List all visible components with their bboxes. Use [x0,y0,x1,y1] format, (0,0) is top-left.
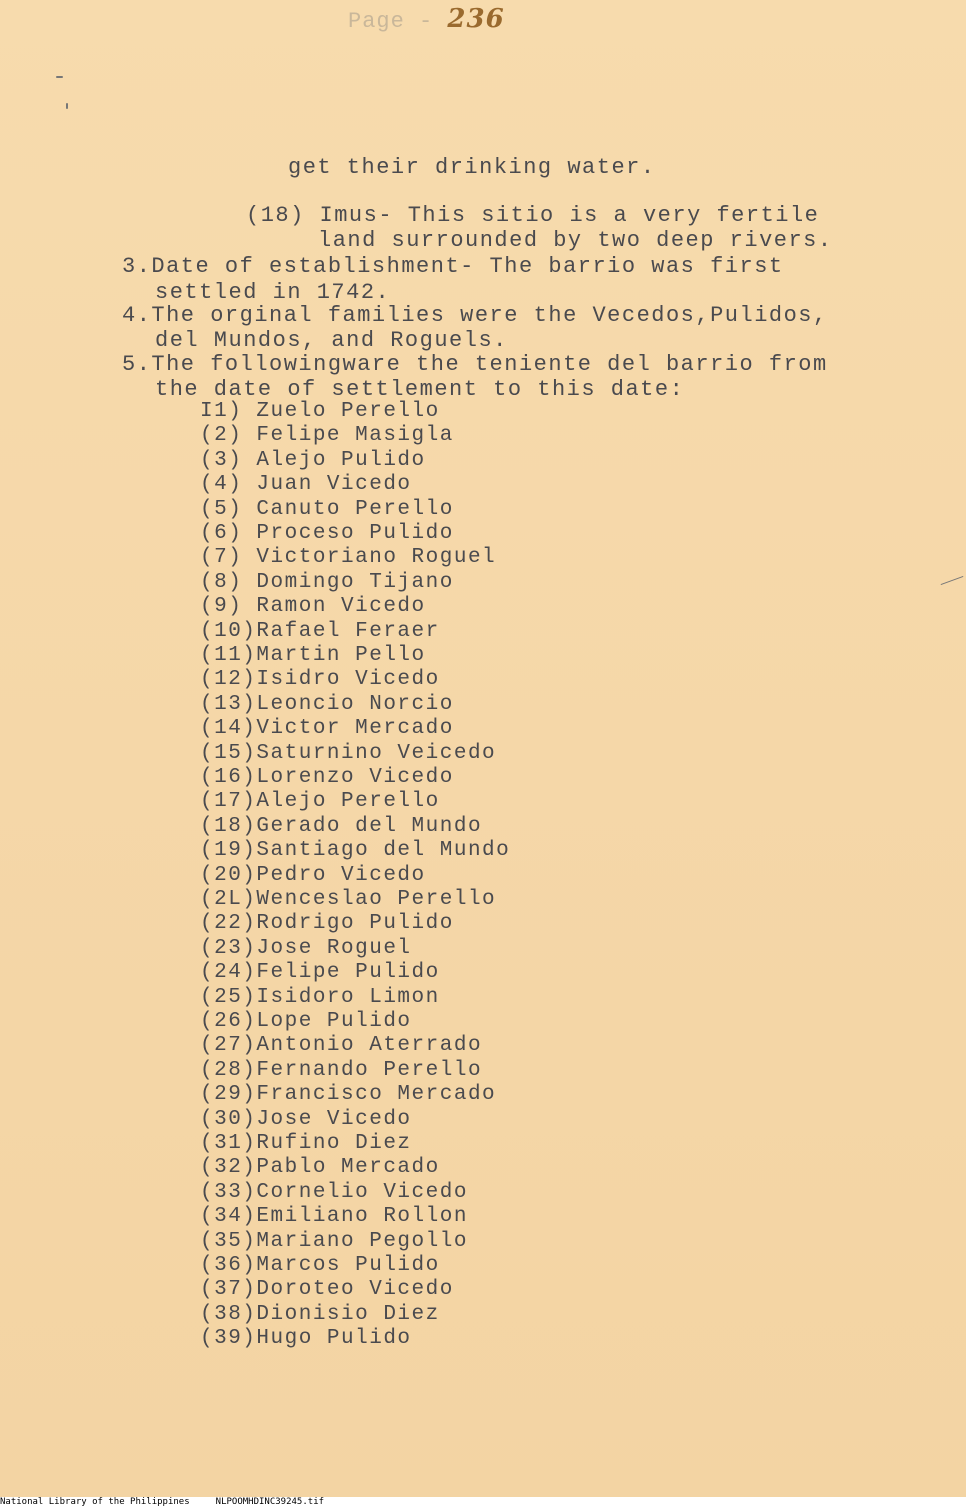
teniente-list-item: (35)Mariano Pegollo [200,1229,468,1253]
section4-line1: 4.The orginal families were the Vecedos,Pulidos, [122,303,828,328]
teniente-list-item: (28)Fernando Perello [200,1058,483,1082]
teniente-list-item: (20)Pedro Vicedo [200,863,426,887]
stray-mark [941,576,964,585]
teniente-list-item: (15)Saturnino Veicedo [200,741,497,765]
teniente-list-item: (11)Martin Pello [200,644,426,667]
teniente-list-item: I1) Zuelo Perello [200,400,440,423]
teniente-list-item: (8) Domingo Tijano [200,570,454,594]
item18-line2: land surrounded by two deep rivers. [318,228,833,253]
teniente-list-item: (3) Alejo Pulido [200,448,426,472]
section3-line1: 3.Date of establishment- The barrio was first [122,254,784,279]
teniente-list-item: (16)Lorenzo Vicedo [200,766,454,789]
teniente-list-item: (22)Rodrigo Pulido [200,912,454,936]
teniente-list-item: (19)Santiago del Mundo [200,839,511,863]
teniente-list-item: (39)Hugo Pulido [200,1327,412,1351]
footer-file: NLPOOMHDINC39245.tif [215,1497,325,1507]
intro-line: get their drinking water. [288,155,656,180]
teniente-list-item: (25)Isidoro Limon [200,985,440,1009]
teniente-list-item: (31)Rufino Diez [200,1132,412,1155]
teniente-list-item: (29)Francisco Mercado [200,1083,497,1107]
teniente-list-item: (38)Dionisio Diez [200,1302,440,1326]
page-number-value: 236 [447,4,505,34]
section5-line2: the date of settlement to this date: [155,377,685,402]
teniente-list-item: (27)Antonio Aterrado [200,1034,483,1058]
section4-line2: del Mundos, and Roguels. [155,328,508,353]
page-number-prefix: Page - [348,9,434,34]
teniente-list-item: (12)Isidro Vicedo [200,668,440,692]
teniente-list-item: (10)Rafael Feraer [200,619,440,643]
teniente-list-item: (5) Canuto Perello [200,497,454,521]
teniente-list-item: (26)Lope Pulido [200,1010,412,1033]
page-number [348,4,505,34]
footer-library: National Library of the Philippines [0,1497,190,1507]
teniente-list-item: (2) Felipe Masigla [200,424,454,448]
teniente-list-item: (36)Marcos Pulido [200,1254,440,1277]
teniente-list-item: (32)Pablo Mercado [200,1156,440,1180]
teniente-list-item: (9) Ramon Vicedo [200,595,426,619]
teniente-list-item: (6) Proceso Pulido [200,522,454,545]
teniente-list-item: (2L)Wenceslao Perello [200,888,497,911]
teniente-list-item: (23)Jose Roguel [200,936,412,960]
section5-line1: 5.The followingware the teniente del barrio from [122,352,828,377]
teniente-list-item: (17)Alejo Perello [200,790,440,814]
footer [0,1497,966,1508]
section3-line2: settled in 1742. [155,280,391,305]
stray-mark [66,103,68,109]
teniente-list-item: (24)Felipe Pulido [200,961,440,985]
teniente-list-item: (37)Doroteo Vicedo [200,1278,454,1302]
teniente-list-item: (34)Emiliano Rollon [200,1205,468,1229]
teniente-list-item: (14)Victor Mercado [200,717,454,741]
teniente-list-item: (13)Leoncio Norcio [200,692,454,716]
teniente-list-item: (4) Juan Vicedo [200,473,412,497]
stray-mark [56,76,63,78]
teniente-list-item: (18)Gerado del Mundo [200,814,483,838]
teniente-list-item: (7) Victoriano Roguel [200,546,497,570]
teniente-list-item: (33)Cornelio Vicedo [200,1180,468,1204]
item18-line1: (18) Imus- This sitio is a very fertile [246,203,820,228]
teniente-list-item: (30)Jose Vicedo [200,1107,412,1131]
